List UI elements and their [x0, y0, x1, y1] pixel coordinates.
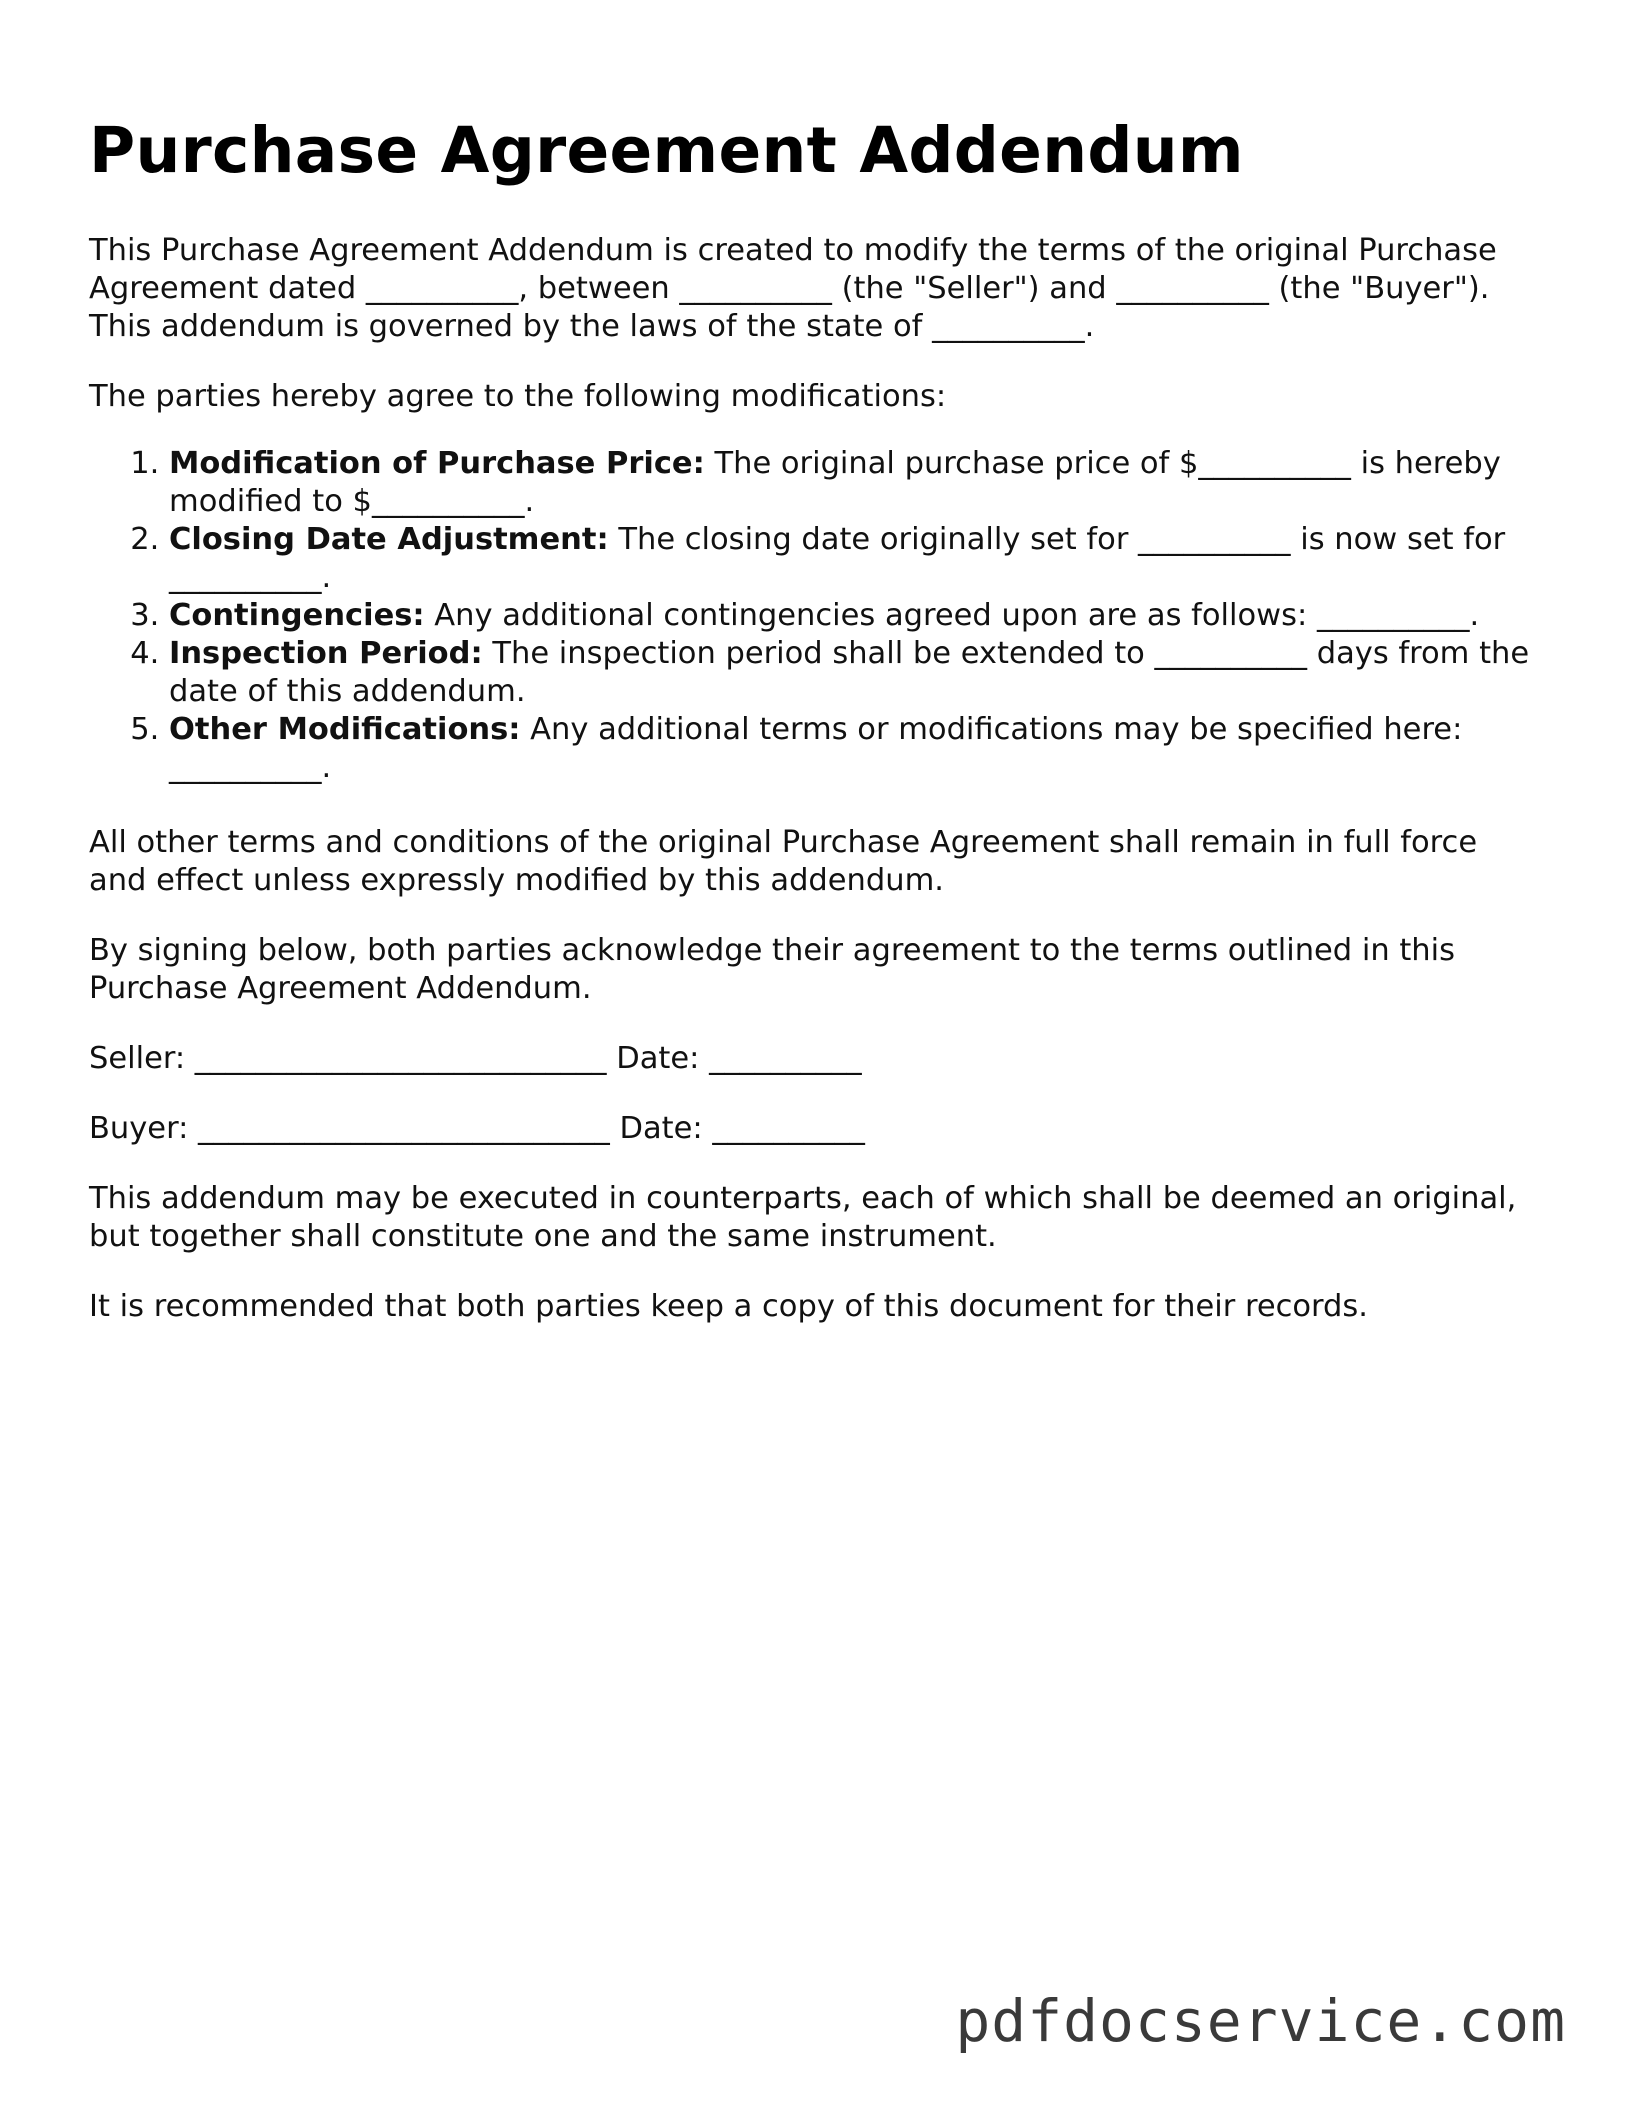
list-item-label: Contingencies:	[169, 598, 425, 633]
list-intro: The parties hereby agree to the following modifications:	[89, 379, 947, 414]
list-item-label: Inspection Period:	[169, 636, 483, 671]
remain-clause: All other terms and conditions of the original Purchase Agreement shall remain in full force and effect unless expressly modified by this addendum.	[89, 825, 1478, 898]
recommendation-paragraph: It is recommended that both parties keep a copy of this document for their records.	[89, 1289, 1368, 1324]
list-item-label: Other Modifications:	[169, 712, 521, 747]
list-item-label: Modification of Purchase Price:	[169, 446, 705, 481]
list-item-text: The closing date originally set for __________ is now set for __________.	[169, 522, 1506, 595]
list-item	[169, 521, 1539, 597]
list-item-text: Any additional terms or modifications may be specified here: __________.	[169, 712, 1463, 785]
list-item	[169, 445, 1539, 521]
list-item	[169, 597, 1539, 635]
acknowledge-paragraph: By signing below, both parties acknowledge their agreement to the terms outlined in this Purchase Agreement Addendum.	[89, 933, 1455, 1006]
seller-signature-line: Seller: ___________________________ Date: __________	[89, 1041, 862, 1076]
document-title: Purchase Agreement Addendum	[89, 114, 1244, 187]
counterparts-paragraph: This addendum may be executed in counterparts, each of which shall be deemed an original, but together shall constitute one and the same instrument.	[89, 1181, 1517, 1254]
list-item-text: Any additional contingencies agreed upon are as follows: __________.	[424, 598, 1480, 633]
list-item-label: Closing Date Adjustment:	[169, 522, 609, 557]
watermark-text: pdfdocservice.com	[955, 1987, 1566, 2055]
list-item	[169, 711, 1539, 787]
document-page	[89, 108, 1539, 1358]
modifications-list	[89, 445, 1539, 787]
intro-paragraph: This Purchase Agreement Addendum is created to modify the terms of the original Purchase Agreement dated __________, between __________ (the "Seller") and __________ (the "Buyer"). This addendum is governed by the laws of the state of __________.	[89, 233, 1497, 344]
list-item	[169, 635, 1539, 711]
list-item-text: The original purchase price of $__________ is hereby modified to $__________.	[169, 446, 1501, 519]
buyer-signature-line: Buyer: ___________________________ Date: __________	[89, 1111, 865, 1146]
list-item-text: The inspection period shall be extended to __________ days from the date of this addendum.	[169, 636, 1530, 709]
